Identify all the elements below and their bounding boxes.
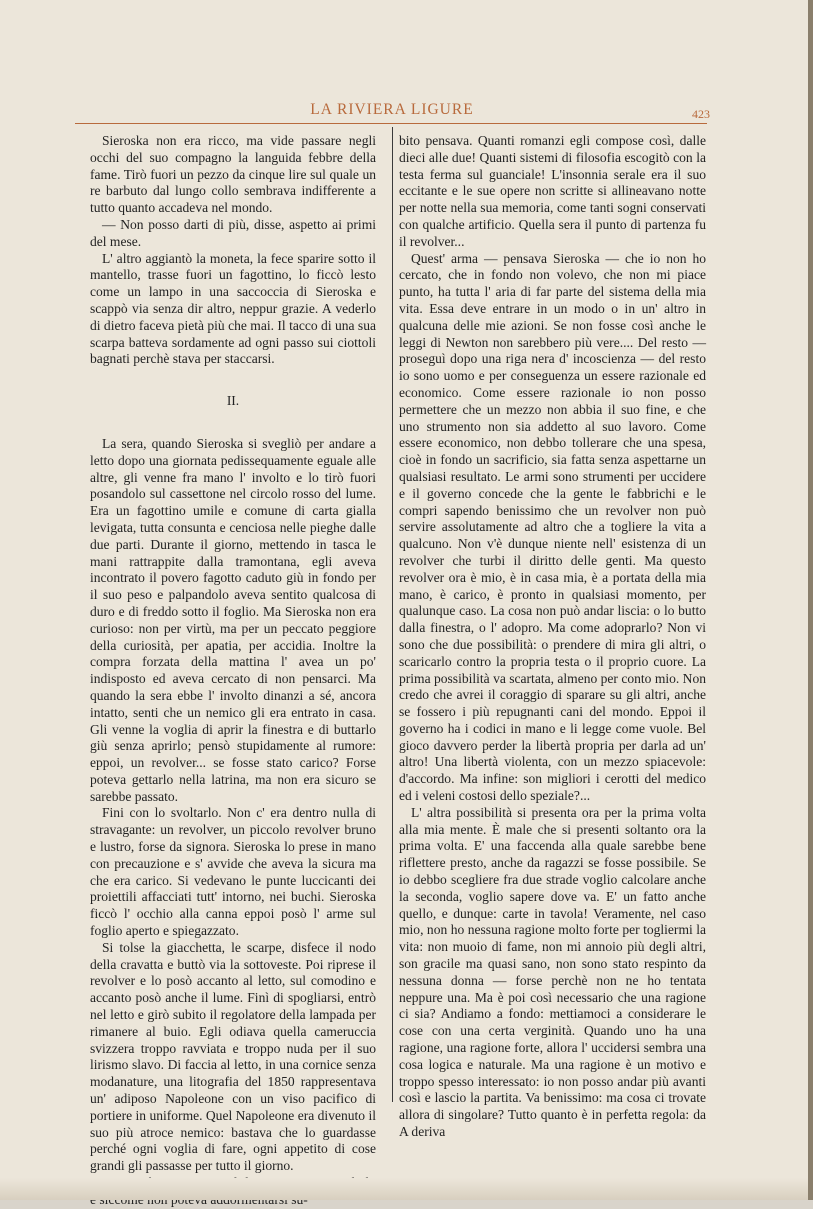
- paragraph: L' altra possibilità si presenta ora per la prima volta alla mia mente. È male che si presenti soltanto ora la prima volta. E' una faccenda alla quale sarebbe bene riflettere presto, anche da ragazzi se fosse possibile. Se io debbo scegliere fra due strade voglio calcolare anche la seconda, voglio sapere dove va. E' un fatto anche quello, e dunque: carte in tavola! Veramente, nel caso mio, non ho nessuna ragione molto forte per togliermi la vita: non muoio di fame, non mi annoio più degli altri, son gracile ma quasi sano, non sono stato respinto da nessuna donna — forse perchè non ne ho tentata neppure una. Ma è poi così necessario che una ragione ci sia? Andiamo a fondo: mettiamoci a considerare le cose con una certa verginità. Quando uno ha una ragione, una ragione forte, allora l' uccidersi sembra una cosa logica e naturale. Ma una ragione è un motivo e troppo spesso interessato: io non posso andar più avanti così e lascio la partita. Va benissimo: ma cosa ci trovate allora di singolare? Tutto quanto è in perfetta regola: da A deriva: [399, 804, 706, 1140]
- column-divider: [392, 127, 393, 1102]
- paragraph: bito pensava. Quanti romanzi egli compose così, dalle dieci alle due! Quanti sistemi di filosofia escogitò con la testa ferma sul guanciale! L'insonnia serale era il suo eccitante e le sue opere non scritte si allineavano notte per notte nella sua memoria, come tanti sogni conservati con qualche artificio. Quella sera il punto di partenza fu il revolver...: [399, 133, 706, 249]
- right-column: [399, 133, 706, 1141]
- paragraph: Quest' arma — pensava Sieroska — che io non ho cercato, che in fondo non volevo, che non mi piace punto, ha tutta l' aria di far parte del sistema della mia vita. Essa deve entrare in un modo o in un' altro in qualcuna delle mie azioni. Se non fosse così anche le leggi di Newton non sarebbero più vere.... Del resto — proseguì dopo una riga nera d' incoscienza — del resto io sono uomo e per conseguenza un essere razionale ed economico. Come essere razionale io non posso permettere che un mezzo non abbia il suo fine, e che uno strumento non sia addetto al suo lavoro. Come essere economico, non debbo tollerare che una spesa, cioè in fondo un sacrificio, sia fatta senza aspettarne un qualsiasi resultato. Le armi sono strumenti per uccidere e il governo concede che la gente le fabbrichi e le compri sapendo benissimo che un revolver non può servire assolutamente ad altro che a togliere la vita a qualcuno. Non v'è dunque niente nell' esistenza di un revolver che turbi il diritto delle genti. Ma questo revolver ora è mio, è in casa mia, è a portata della mia mano, è carico, è pronto in qualsiasi momento, per qualunque caso. La cosa non può andar liscia: o lo butto dalla finestra, o l' adopro. Ma come adoprarlo? Non vi sono che due possibilità: o prendere di mira gli altri, o scaricarlo contro la propria testa o il proprio cuore. La prima possibilità va scartata, almeno per conto mio. Non credo che avrei il coraggio di sparare su gli altri, anche se fossero i più repugnanti cani del mondo. Eppoi il governo ha i codici in mano e li legge come vuole. Bel gioco davvero perder la libertà propria per darla ad un' altro! Una libertà violenta, con un mezzo spiacevole: d'accordo. Ma infine: son migliori i cerotti del medico ed i veleni costosi dello speziale?...: [399, 250, 706, 804]
- section-number: II.: [226, 393, 240, 409]
- page-number: 423: [692, 107, 710, 121]
- paragraph: Fini con lo svoltarlo. Non c' era dentro nulla di stravagante: un revolver, un piccolo revolver bruno e lustro, forse da signora. Sieroska lo prese in mano con precauzione e s' avvide che aveva la sicura ma che era carico. Si vedevano le punte luccicanti dei proiettili affacciati tutt' intorno, nei buchi. Sieroska ficcò l' occhio alla canna eppoi posò l' arme sul foglio aperto e spiegazzato.: [90, 805, 376, 939]
- paragraph: Si tolse la giacchetta, le scarpe, disfece il nodo della cravatta e buttò via la sottoveste. Poi riprese il revolver e lo posò accanto al letto, sul comodino e accanto posò anche il lume. Finì di spogliarsi, entrò nel letto e girò subito il regolatore della lampada per rimanere al buio. Egli odiava quella cameruccia svizzera troppo ravviata e troppo nuda per il suo lirismo slavo. Di faccia al letto, in una cornice senza modanature, una litografia del 1850 rappresentava un' adiposo Napoleone con un viso pacifico di portiere in uniforme. Quel Napoleone era divenuto il suo più atroce nemico: bastava che lo guardasse perché ogni voglia di fare, ogni appetito di cose grandi gli passasse per tutto il giorno.: [90, 939, 376, 1174]
- paragraph: L' altro aggiantò la moneta, la fece sparire sotto il mantello, trasse fuori un fagottino, lo ficcò lesto come un lampo in una saccoccia di Sieroska e scappò via senza dir altro, neppur grazie. A vederlo di dietro faceva pietà più che mai. Il tacco di una sua scarpa batteva sordamente ad ogni passo sui ciottoli bagnati perchè stava per staccarsi.: [90, 250, 376, 367]
- journal-title: LA RIVIERA LIGURE: [310, 101, 474, 118]
- page-right-edge: [808, 0, 813, 1200]
- page-header: [72, 101, 712, 123]
- left-column: [90, 133, 376, 1209]
- paragraph: Sieroska non era ricco, ma vide passare negli occhi del suo compagno la languida febbre della fame. Tirò fuori un pezzo da cinque lire sul quale un re barbuto dal lungo collo sembrava indifferente a tutto quanto accadeva nel mondo.: [90, 133, 376, 216]
- paragraph: — Non posso darti di più, disse, aspetto ai primi del mese.: [90, 216, 376, 249]
- header-rule: [75, 123, 707, 124]
- paragraph: La sera, quando Sieroska si svegliò per andare a letto dopo una giornata pedissequamente eguale alle altre, gli venne fra mano l' involto e lo tirò fuori posandolo sul cassettone nel circolo rosso del lume. Era un fagottino umile e comune di carta gialla levigata, tutta consunta e cenciosa nelle pieghe dalle due parti. Durante il giorno, mettendo in tasca le mani rattrappite dalla tramontana, egli aveva incontrato il povero fagotto caduto giù in fondo per il suo peso e palpandolo aveva sentito qualcosa di duro e di freddo sotto il foglio. Ma Sieroska non era curioso: non per virtù, ma per un peccato peggiore della curiosità, per apatia, per accidia. Inoltre la compra forzata della mattina l' avea un po' indisposto ed aveva cercato di non pensarci. Ma quando la sera ebbe l' involto dinanzi a sé, ancora intatto, senti che un nemico gli era entrato in casa. Gli venne la voglia di aprir la finestra e di buttarlo giù senza aprirlo; pensò stupidamente al rumore: eppoi, un revolver... se fosse stato carico? Forse poteva gettarlo nella latrina, ma non era sicuro se sarebbe passato.: [90, 435, 376, 804]
- page-bottom-edge: [0, 1178, 808, 1200]
